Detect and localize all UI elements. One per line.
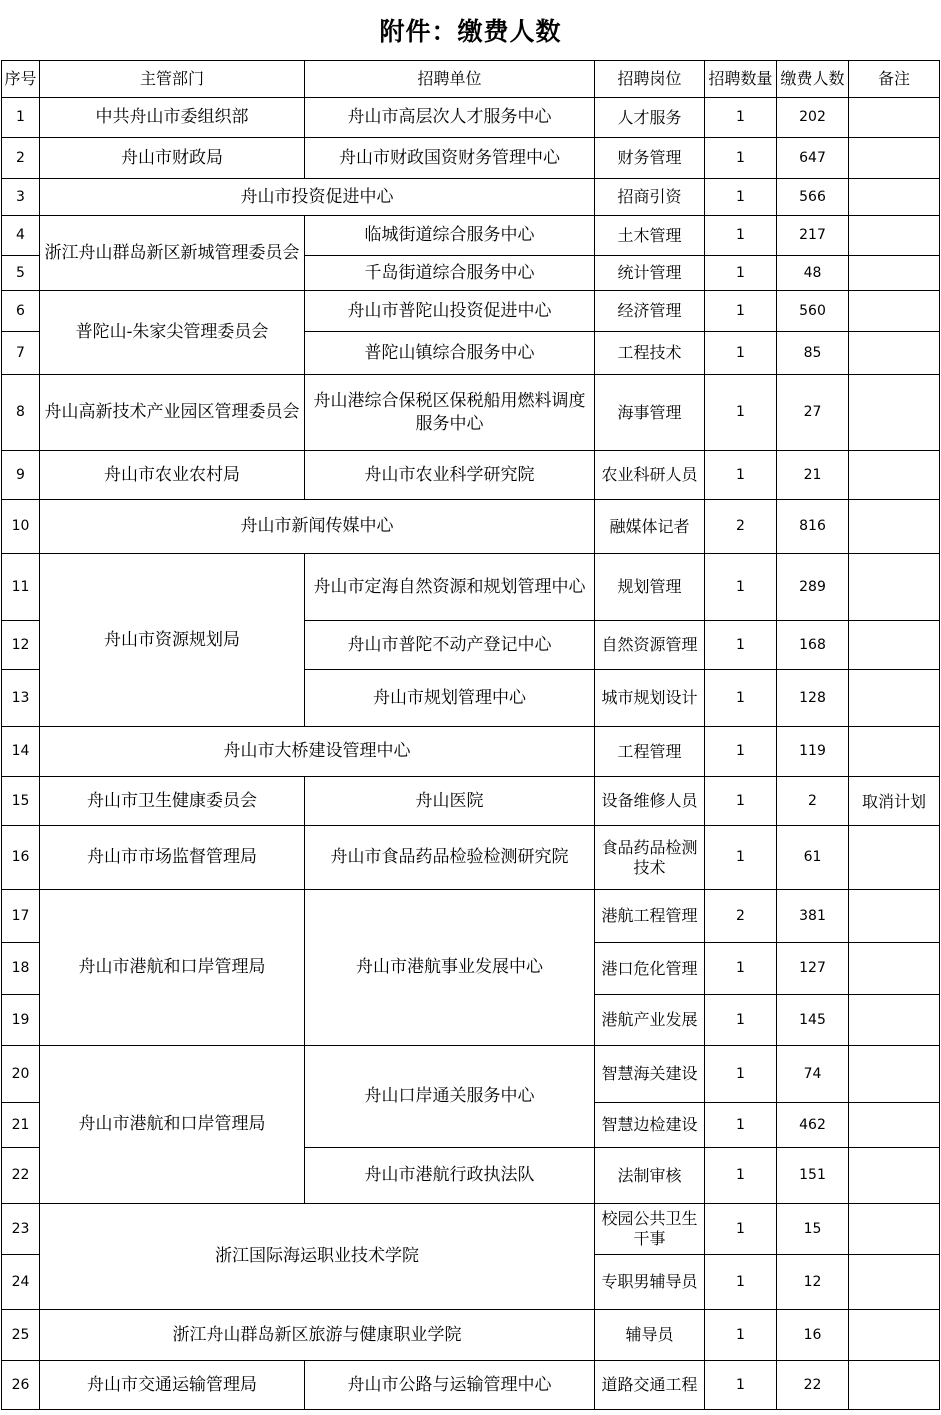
cell-count: 1 bbox=[705, 1310, 777, 1361]
cell-paid: 22 bbox=[777, 1361, 849, 1410]
table-row bbox=[2, 1361, 940, 1410]
cell-seq: 9 bbox=[2, 451, 40, 500]
cell-paid: 217 bbox=[777, 216, 849, 256]
cell-paid: 151 bbox=[777, 1148, 849, 1204]
cell-paid: 816 bbox=[777, 500, 849, 554]
cell-position: 辅导员 bbox=[595, 1310, 705, 1361]
cell-note bbox=[849, 826, 940, 890]
table-row bbox=[2, 554, 940, 621]
cell-position: 道路交通工程 bbox=[595, 1361, 705, 1410]
cell-position: 规划管理 bbox=[595, 554, 705, 621]
cell-paid: 128 bbox=[777, 670, 849, 727]
cell-dept: 舟山高新技术产业园区管理委员会 bbox=[40, 375, 305, 451]
cell-count: 1 bbox=[705, 256, 777, 291]
cell-count: 1 bbox=[705, 216, 777, 256]
cell-note bbox=[849, 554, 940, 621]
table-row bbox=[2, 500, 940, 554]
cell-paid: 16 bbox=[777, 1310, 849, 1361]
cell-unit: 普陀山镇综合服务中心 bbox=[305, 332, 595, 375]
cell-dept: 舟山市新闻传媒中心 bbox=[40, 500, 595, 554]
table-row bbox=[2, 890, 940, 943]
cell-paid: 168 bbox=[777, 621, 849, 670]
cell-position: 港口危化管理 bbox=[595, 943, 705, 995]
cell-count: 1 bbox=[705, 621, 777, 670]
cell-paid: 127 bbox=[777, 943, 849, 995]
cell-unit: 舟山市港航行政执法队 bbox=[305, 1148, 595, 1204]
cell-unit: 舟山市农业科学研究院 bbox=[305, 451, 595, 500]
cell-dept: 舟山市港航和口岸管理局 bbox=[40, 890, 305, 1046]
cell-seq: 1 bbox=[2, 98, 40, 138]
cell-unit: 舟山市财政国资财务管理中心 bbox=[305, 138, 595, 179]
cell-unit: 舟山市规划管理中心 bbox=[305, 670, 595, 727]
header-unit: 招聘单位 bbox=[305, 61, 595, 98]
cell-note bbox=[849, 256, 940, 291]
cell-dept: 舟山市卫生健康委员会 bbox=[40, 777, 305, 826]
cell-note bbox=[849, 500, 940, 554]
cell-position: 财务管理 bbox=[595, 138, 705, 179]
cell-count: 1 bbox=[705, 1148, 777, 1204]
cell-seq: 21 bbox=[2, 1103, 40, 1148]
cell-count: 1 bbox=[705, 1361, 777, 1410]
cell-seq: 19 bbox=[2, 995, 40, 1046]
cell-paid: 27 bbox=[777, 375, 849, 451]
header-count: 招聘数量 bbox=[705, 61, 777, 98]
cell-seq: 13 bbox=[2, 670, 40, 727]
cell-count: 1 bbox=[705, 943, 777, 995]
cell-seq: 2 bbox=[2, 138, 40, 179]
cell-count: 1 bbox=[705, 98, 777, 138]
cell-count: 1 bbox=[705, 1046, 777, 1103]
cell-seq: 16 bbox=[2, 826, 40, 890]
cell-note bbox=[849, 1310, 940, 1361]
cell-dept: 舟山市资源规划局 bbox=[40, 554, 305, 727]
cell-note bbox=[849, 621, 940, 670]
cell-paid: 462 bbox=[777, 1103, 849, 1148]
header-row bbox=[2, 61, 940, 98]
cell-paid: 61 bbox=[777, 826, 849, 890]
cell-unit: 千岛街道综合服务中心 bbox=[305, 256, 595, 291]
cell-note bbox=[849, 1148, 940, 1204]
cell-position: 招商引资 bbox=[595, 179, 705, 216]
cell-paid: 647 bbox=[777, 138, 849, 179]
cell-paid: 566 bbox=[777, 179, 849, 216]
cell-count: 1 bbox=[705, 375, 777, 451]
cell-seq: 24 bbox=[2, 1255, 40, 1310]
cell-note bbox=[849, 291, 940, 332]
cell-note: 取消计划 bbox=[849, 777, 940, 826]
cell-position: 港航产业发展 bbox=[595, 995, 705, 1046]
cell-dept: 浙江舟山群岛新区旅游与健康职业学院 bbox=[40, 1310, 595, 1361]
table-row bbox=[2, 138, 940, 179]
cell-count: 1 bbox=[705, 138, 777, 179]
cell-position: 专职男辅导员 bbox=[595, 1255, 705, 1310]
cell-paid: 119 bbox=[777, 727, 849, 777]
cell-paid: 202 bbox=[777, 98, 849, 138]
cell-note bbox=[849, 1204, 940, 1255]
cell-seq: 23 bbox=[2, 1204, 40, 1255]
cell-count: 2 bbox=[705, 500, 777, 554]
table-row bbox=[2, 179, 940, 216]
cell-seq: 20 bbox=[2, 1046, 40, 1103]
cell-note bbox=[849, 179, 940, 216]
cell-count: 1 bbox=[705, 332, 777, 375]
cell-seq: 7 bbox=[2, 332, 40, 375]
cell-position: 城市规划设计 bbox=[595, 670, 705, 727]
cell-note bbox=[849, 98, 940, 138]
cell-count: 1 bbox=[705, 1204, 777, 1255]
table-row bbox=[2, 375, 940, 451]
cell-position: 智慧海关建设 bbox=[595, 1046, 705, 1103]
cell-count: 1 bbox=[705, 451, 777, 500]
cell-count: 1 bbox=[705, 554, 777, 621]
table-row bbox=[2, 98, 940, 138]
cell-seq: 15 bbox=[2, 777, 40, 826]
cell-seq: 22 bbox=[2, 1148, 40, 1204]
cell-count: 1 bbox=[705, 777, 777, 826]
cell-seq: 5 bbox=[2, 256, 40, 291]
cell-unit: 舟山市港航事业发展中心 bbox=[305, 890, 595, 1046]
cell-position: 设备维修人员 bbox=[595, 777, 705, 826]
cell-position: 人才服务 bbox=[595, 98, 705, 138]
cell-count: 1 bbox=[705, 179, 777, 216]
cell-paid: 21 bbox=[777, 451, 849, 500]
table-row bbox=[2, 1310, 940, 1361]
cell-paid: 289 bbox=[777, 554, 849, 621]
cell-position: 海事管理 bbox=[595, 375, 705, 451]
cell-dept: 舟山市港航和口岸管理局 bbox=[40, 1046, 305, 1204]
cell-note bbox=[849, 1361, 940, 1410]
cell-dept: 中共舟山市委组织部 bbox=[40, 98, 305, 138]
cell-note bbox=[849, 451, 940, 500]
cell-dept: 舟山市市场监督管理局 bbox=[40, 826, 305, 890]
cell-note bbox=[849, 216, 940, 256]
cell-dept: 舟山市交通运输管理局 bbox=[40, 1361, 305, 1410]
cell-paid: 560 bbox=[777, 291, 849, 332]
header-seq: 序号 bbox=[2, 61, 40, 98]
cell-dept: 舟山市大桥建设管理中心 bbox=[40, 727, 595, 777]
cell-unit: 舟山市公路与运输管理中心 bbox=[305, 1361, 595, 1410]
cell-seq: 18 bbox=[2, 943, 40, 995]
header-dept: 主管部门 bbox=[40, 61, 305, 98]
table-row bbox=[2, 1046, 940, 1103]
cell-position: 智慧边检建设 bbox=[595, 1103, 705, 1148]
cell-seq: 6 bbox=[2, 291, 40, 332]
cell-position: 港航工程管理 bbox=[595, 890, 705, 943]
cell-unit: 舟山港综合保税区保税船用燃料调度服务中心 bbox=[305, 375, 595, 451]
cell-position: 工程管理 bbox=[595, 727, 705, 777]
table-row bbox=[2, 826, 940, 890]
cell-dept: 舟山市农业农村局 bbox=[40, 451, 305, 500]
cell-count: 1 bbox=[705, 826, 777, 890]
cell-unit: 舟山医院 bbox=[305, 777, 595, 826]
cell-paid: 15 bbox=[777, 1204, 849, 1255]
cell-seq: 4 bbox=[2, 216, 40, 256]
cell-note bbox=[849, 995, 940, 1046]
cell-count: 1 bbox=[705, 670, 777, 727]
cell-paid: 48 bbox=[777, 256, 849, 291]
page-title: 附件：缴费人数 bbox=[379, 17, 562, 46]
cell-unit: 舟山市普陀不动产登记中心 bbox=[305, 621, 595, 670]
cell-dept: 浙江舟山群岛新区新城管理委员会 bbox=[40, 216, 305, 291]
table-row bbox=[2, 291, 940, 332]
cell-seq: 10 bbox=[2, 500, 40, 554]
cell-paid: 2 bbox=[777, 777, 849, 826]
table-row bbox=[2, 727, 940, 777]
cell-dept: 舟山市财政局 bbox=[40, 138, 305, 179]
header-note: 备注 bbox=[849, 61, 940, 98]
cell-note bbox=[849, 1255, 940, 1310]
cell-paid: 381 bbox=[777, 890, 849, 943]
cell-unit: 临城街道综合服务中心 bbox=[305, 216, 595, 256]
cell-position: 自然资源管理 bbox=[595, 621, 705, 670]
cell-position: 统计管理 bbox=[595, 256, 705, 291]
cell-seq: 8 bbox=[2, 375, 40, 451]
cell-note bbox=[849, 943, 940, 995]
cell-note bbox=[849, 1103, 940, 1148]
cell-position: 经济管理 bbox=[595, 291, 705, 332]
cell-paid: 145 bbox=[777, 995, 849, 1046]
fee-payment-table bbox=[1, 60, 940, 1410]
cell-position: 食品药品检测技术 bbox=[595, 826, 705, 890]
cell-note bbox=[849, 375, 940, 451]
cell-position: 法制审核 bbox=[595, 1148, 705, 1204]
table-row bbox=[2, 216, 940, 256]
cell-seq: 25 bbox=[2, 1310, 40, 1361]
cell-seq: 17 bbox=[2, 890, 40, 943]
cell-note bbox=[849, 670, 940, 727]
cell-count: 1 bbox=[705, 1103, 777, 1148]
header-position: 招聘岗位 bbox=[595, 61, 705, 98]
cell-paid: 85 bbox=[777, 332, 849, 375]
cell-seq: 12 bbox=[2, 621, 40, 670]
cell-position: 校园公共卫生干事 bbox=[595, 1204, 705, 1255]
header-paid: 缴费人数 bbox=[777, 61, 849, 98]
cell-unit: 舟山市普陀山投资促进中心 bbox=[305, 291, 595, 332]
cell-note bbox=[849, 138, 940, 179]
cell-unit: 舟山市定海自然资源和规划管理中心 bbox=[305, 554, 595, 621]
cell-dept: 普陀山-朱家尖管理委员会 bbox=[40, 291, 305, 375]
cell-count: 1 bbox=[705, 727, 777, 777]
cell-count: 2 bbox=[705, 890, 777, 943]
table-row bbox=[2, 777, 940, 826]
cell-position: 土木管理 bbox=[595, 216, 705, 256]
cell-dept: 舟山市投资促进中心 bbox=[40, 179, 595, 216]
cell-paid: 74 bbox=[777, 1046, 849, 1103]
cell-position: 农业科研人员 bbox=[595, 451, 705, 500]
cell-seq: 3 bbox=[2, 179, 40, 216]
cell-note bbox=[849, 1046, 940, 1103]
cell-unit: 舟山市高层次人才服务中心 bbox=[305, 98, 595, 138]
cell-seq: 14 bbox=[2, 727, 40, 777]
table-row bbox=[2, 1204, 940, 1255]
cell-seq: 11 bbox=[2, 554, 40, 621]
cell-count: 1 bbox=[705, 1255, 777, 1310]
cell-position: 融媒体记者 bbox=[595, 500, 705, 554]
cell-unit: 舟山口岸通关服务中心 bbox=[305, 1046, 595, 1148]
cell-position: 工程技术 bbox=[595, 332, 705, 375]
cell-note bbox=[849, 332, 940, 375]
cell-dept: 浙江国际海运职业技术学院 bbox=[40, 1204, 595, 1310]
cell-note bbox=[849, 727, 940, 777]
cell-seq: 26 bbox=[2, 1361, 40, 1410]
cell-paid: 12 bbox=[777, 1255, 849, 1310]
cell-count: 1 bbox=[705, 291, 777, 332]
cell-unit: 舟山市食品药品检验检测研究院 bbox=[305, 826, 595, 890]
cell-note bbox=[849, 890, 940, 943]
cell-count: 1 bbox=[705, 995, 777, 1046]
table-row bbox=[2, 451, 940, 500]
